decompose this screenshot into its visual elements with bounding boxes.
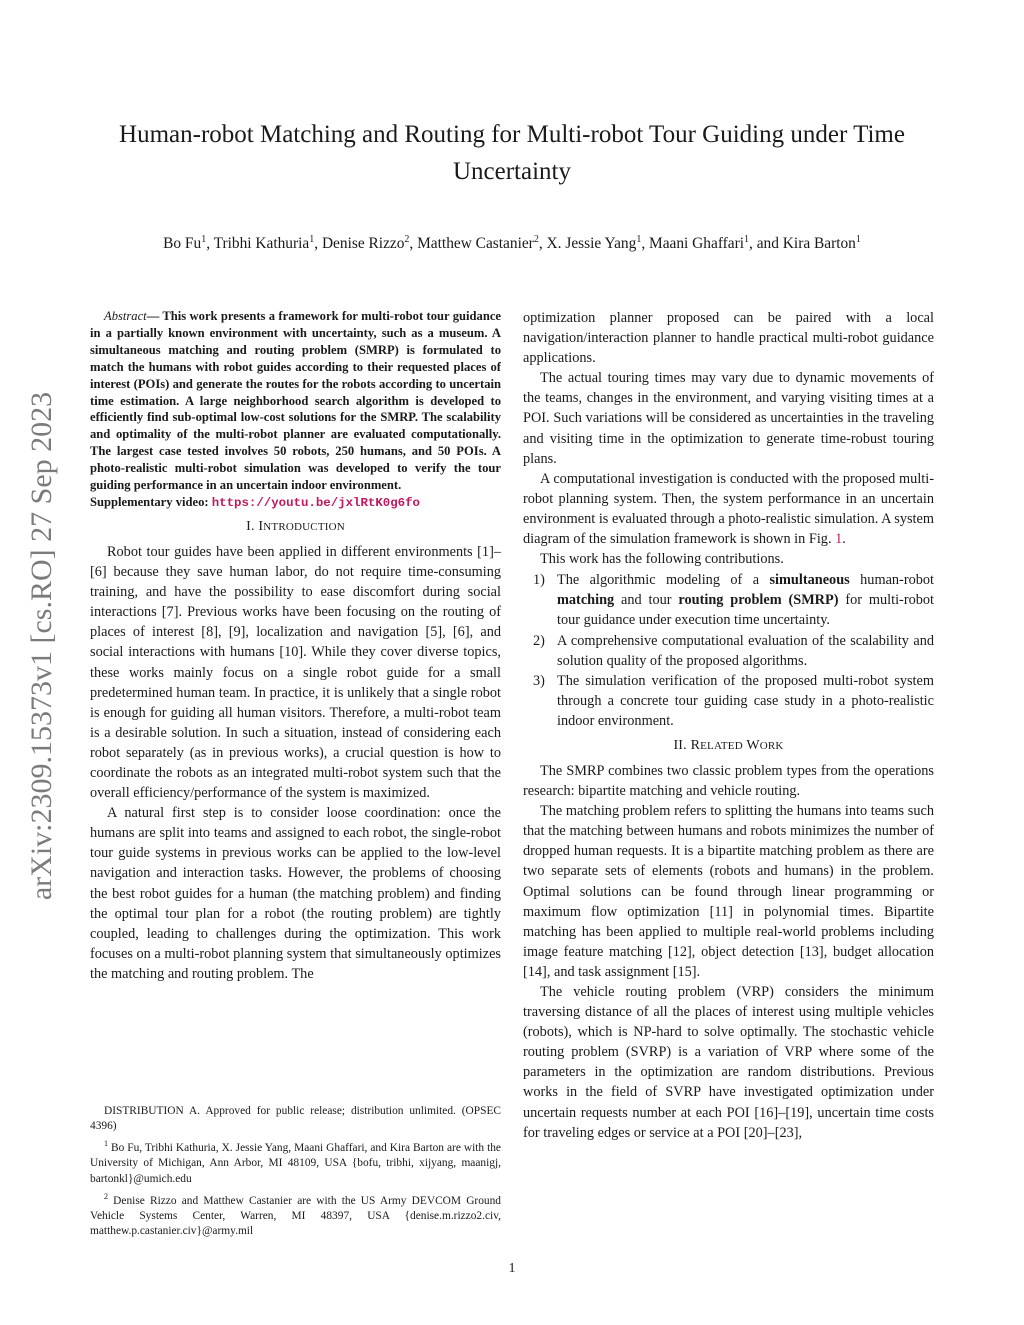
- footnote-distribution: DISTRIBUTION A. Approved for public release; distribution unlimited. (OPSEC 4396): [90, 1105, 501, 1133]
- footnote-affiliation-1: $^1$ Bo Fu, Tribhi Kathuria, X. Jessie Yang, Maani Ghaffari, and Kira Barton are with the University of Michigan, Ann Arbor, MI 48109, USA {bofu, tribhi, xijyang, maanigj, bartonkl}@umich.edu: [90, 1139, 501, 1185]
- contributions-list: [523, 570, 934, 731]
- paragraph: Robot tour guides have been applied in different environments [1]–[6] because they save human labor, do not require time-consuming training, and have the possibility to ease discomfort during social interactions [7]. Previous works have been focusing on the routing of places of interest [8], [9], localization and navigation [5], [6], and social interactions with humans [10]. While they cover diverse topics, these works mainly focus on a single robot guide for a small predetermined human team. In practice, it is unlikely that a single robot is enough for guiding all human visitors. Therefore, a multi-robot team is a desirable solution. In such a situation, instead of considering each robot separately (as in previous works), a crucial question is how to coordinate the robots as an integrated multi-robot system such that the overall efficiency/performance of the system is maximized.: [90, 543, 501, 802]
- right-column: [523, 308, 934, 1143]
- author: X. Jessie Yang$^1$,: [546, 234, 650, 253]
- paragraph: A natural first step is to consider loose coordination: once the humans are split into teams and assigned to each robot, the single-robot tour guide systems in previous works can be applied to the low-level navigation and interaction tasks. However, the problems of choosing the best robot guides for a human (the matching problem) and finding the optimal tour plan for a robot (the routing problem) are tightly coupled, leading to challenges during the optimization. This work focuses on a multi-robot planning system that simultaneously optimizes the matching and routing problem. The: [90, 805, 501, 982]
- paragraph: The matching problem refers to splitting the humans into teams such that the matching between humans and robots minimizes the number of dropped human requests. It is a bipartite matching problem as there are two separate sets of elements (robots and humans) in the problem. Optimal solutions can be found through linear programming or maximum flow optimization [11] in polynomial times. Bipartite matching has been applied to multiple real-world problems including image feature matching [12], object detection [13], budget allocation [14], and task assignment [15].: [523, 803, 934, 980]
- paragraph: The actual touring times may vary due to dynamic movements of the teams, changes in the environment, and varying visiting times at a POI. Such variations will be considered as uncertainties in the traveling and visiting time in the optimization to generate time-robust touring plans.: [523, 370, 934, 467]
- author-list: [40, 229, 984, 255]
- paragraph: This work has the following contributions.: [540, 551, 784, 568]
- arxiv-watermark: arXiv:2309.15373v1 [cs.RO] 27 Sep 2023: [25, 391, 58, 901]
- author: Denise Rizzo$^2$,: [321, 234, 418, 253]
- author: Maani Ghaffari$^1$, and: [649, 234, 783, 253]
- figure-reference-link[interactable]: 1: [835, 531, 843, 548]
- paragraph: The SMRP combines two classic problem types from the operations research: bipartite matching and vehicle routing.: [523, 762, 934, 800]
- video-link[interactable]: https://youtu.be/jxlRtK0g6fo: [211, 495, 420, 510]
- section-heading-related-work: II. RELATED WORK: [673, 737, 784, 753]
- author: Matthew Castanier$^2$,: [417, 234, 547, 253]
- section-heading-introduction: I. INTRODUCTION: [246, 518, 345, 534]
- footnote-affiliation-2: $^2$ Denise Rizzo and Matthew Castanier are with the US Army DEVCOM Ground Vehicle Systems Center, Warren, MI 48397, USA {denise.m.rizzo2.civ, matthew.p.castanier.civ}@army.mil: [90, 1191, 501, 1238]
- left-column: [90, 308, 501, 984]
- page-number: 1: [508, 1261, 516, 1276]
- author: Bo Fu$^1$,: [163, 234, 214, 253]
- author: Tribhi Kathuria$^1$,: [213, 234, 322, 253]
- list-item: 2) A comprehensive computational evaluation of the scalability and solution quality of the proposed algorithms.: [533, 632, 934, 669]
- author: Kira Barton$^1$: [782, 234, 861, 253]
- list-item: 1) The algorithmic modeling of a simultaneous human-robot matching and tour routing problem (SMRP) for multi-robot tour guidance under execution time uncertainty.: [533, 572, 935, 629]
- paragraph: optimization planner proposed can be paired with a local navigation/interaction planner to handle practical multi-robot guidance applications.: [523, 310, 934, 367]
- footnotes: [90, 1104, 501, 1241]
- abstract-label: Abstract: [104, 309, 147, 323]
- paragraph: A computational investigation is conducted with the proposed multi-robot planning system. Then, the system performance in an uncertain environment is evaluated through a photo-realistic simulation. A system diagram of the simulation framework is shown in Fig. 1.: [523, 470, 934, 548]
- abstract: Abstract— This work presents a framework for multi-robot tour guidance in a partially known environment with uncertainty, such as a museum. A simultaneous matching and routing problem (SMRP) is formulated to match the humans with robot guides according to their requested places of interest (POIs) and generate the routes for the robots according to uncertain time estimation. A large neighborhood search algorithm is developed to efficiently find sub-optimal low-cost solutions for the SMRP. The scalability and optimality of the multi-robot planner are evaluated computationally. The largest case tested involves 50 robots, 250 humans, and 50 POIs. A photo-realistic multi-robot simulation was developed to verify the tour guiding performance in an uncertain indoor environment.: [90, 309, 501, 493]
- supplementary-video: Supplementary video: https://youtu.be/jxlRtK0g6fo: [90, 494, 420, 510]
- abstract-text: This work presents a framework for multi-robot tour guidance in a partially known environment with uncertainty, such as a museum. A simultaneous matching and routing problem (SMRP) is formulated to match the humans with robot guides according to their requested places of interest (POIs) and generate the routes for the robots according to uncertain time estimation. A large neighborhood search algorithm is developed to efficiently find sub-optimal low-cost solutions for the SMRP. The scalability and optimality of the multi-robot planner are evaluated computationally. The largest case tested involves 50 robots, 250 humans, and 50 POIs. A photo-realistic multi-robot simulation was developed to verify the tour guiding performance in an uncertain indoor environment.: [90, 309, 501, 493]
- paper-title: Human-robot Matching and Routing for Multi-robot Tour Guiding under Time Uncertainty: [119, 121, 905, 185]
- paragraph: The vehicle routing problem (VRP) considers the minimum traversing distance of all the places of interest using multiple vehicles (robots), which is NP-hard to solve optimally. The stochastic vehicle routing problem (SVRP) is a variation of VRP where some of the parameters in the optimization are random distributions. Previous works in the field of SVRP have investigated optimization under uncertain requests number at each POI [16]–[19], uncertain time costs for traveling edges or service at a POI [20]–[23],: [523, 984, 934, 1141]
- list-item: 3) The simulation verification of the proposed multi-robot system through a concrete tour guiding case study in a photo-realistic indoor environment.: [533, 672, 934, 729]
